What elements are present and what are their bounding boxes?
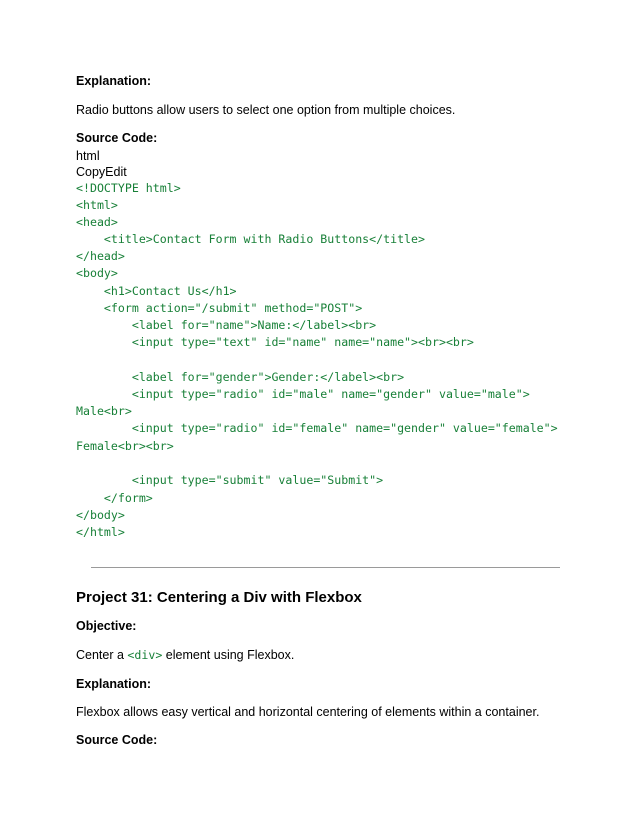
source-code-label-2: Source Code: — [76, 733, 158, 747]
code-line: <label for="gender">Gender:</label><br> — [76, 370, 405, 384]
objective-prefix: Center a — [76, 648, 128, 662]
explanation-text: Radio buttons allow users to select one option from multiple choices. — [76, 103, 456, 117]
objective-text — [76, 648, 294, 663]
code-line: <input type="radio" id="male" name="gender" value="male"> — [76, 387, 530, 401]
horizontal-divider — [91, 567, 560, 568]
code-line: <!DOCTYPE html> — [76, 181, 181, 195]
code-line: </html> — [76, 525, 125, 539]
project-title: Project 31: Centering a Div with Flexbox — [76, 589, 362, 606]
explanation-label: Explanation: — [76, 74, 152, 88]
copy-edit-button[interactable]: CopyEdit — [76, 165, 127, 179]
code-line: <input type="radio" id="female" name="gender" value="female"> — [76, 421, 558, 435]
objective-label: Objective: — [76, 619, 137, 633]
explanation-label-2: Explanation: — [76, 677, 152, 691]
code-line: </form> — [76, 491, 153, 505]
code-line: Male<br> — [76, 404, 132, 418]
code-line: <form action="/submit" method="POST"> — [76, 301, 363, 315]
code-line: <html> — [76, 198, 118, 212]
objective-inline-code: <div> — [127, 648, 163, 662]
objective-suffix: element using Flexbox. — [162, 648, 295, 662]
code-line: <input type="text" id="name" name="name"><br><br> — [76, 335, 474, 349]
explanation-text-2: Flexbox allows easy vertical and horizontal centering of elements within a container. — [76, 705, 540, 719]
code-line: </body> — [76, 508, 125, 522]
code-line: <h1>Contact Us</h1> — [76, 284, 237, 298]
code-line: Female<br><br> — [76, 439, 174, 453]
source-code-label: Source Code: — [76, 131, 158, 145]
code-line: <head> — [76, 215, 118, 229]
code-line: <input type="submit" value="Submit"> — [76, 473, 384, 487]
code-line: <body> — [76, 266, 118, 280]
code-language-label: html — [76, 149, 100, 163]
code-line: <title>Contact Form with Radio Buttons</title> — [76, 232, 426, 246]
code-line: </head> — [76, 249, 125, 263]
code-line: <label for="name">Name:</label><br> — [76, 318, 377, 332]
